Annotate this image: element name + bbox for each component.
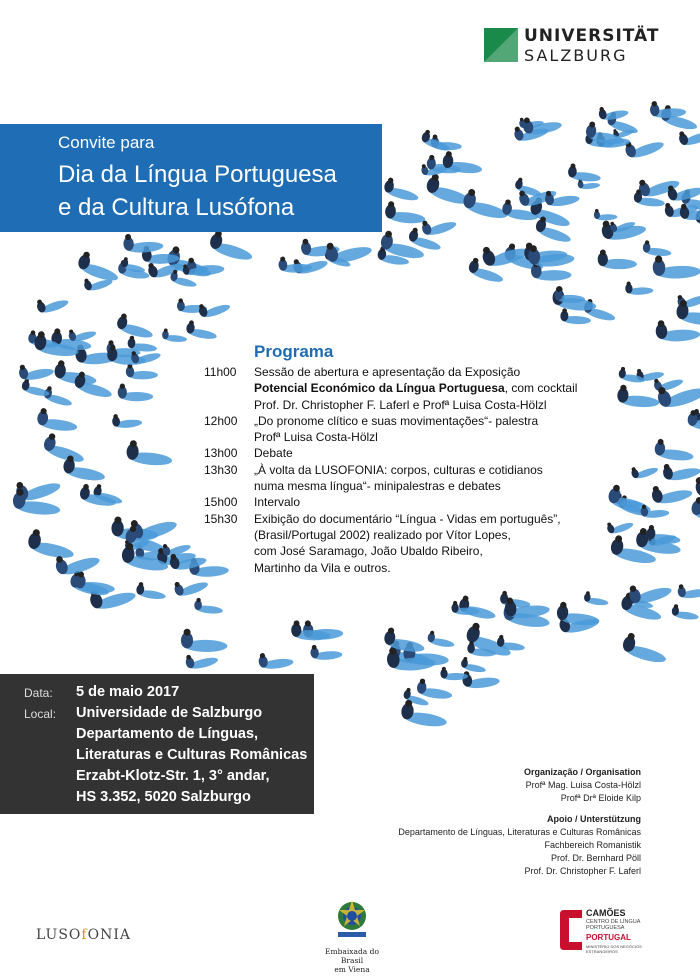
crowd-figure (504, 593, 551, 620)
crowd-figure (135, 582, 167, 601)
programa-time: 12h00 (204, 413, 238, 428)
title-box (0, 124, 382, 232)
crowd-figure (310, 643, 343, 661)
programa-item (204, 364, 584, 413)
programa-line: „À volta da LUSOFONIA: corpos, culturas e cotidianos (254, 462, 543, 477)
place-line: Literaturas e Culturas Românicas (76, 747, 308, 763)
place-line: HS 3.352, 5020 Salzburgo (76, 789, 251, 805)
crowd-figure (689, 496, 700, 527)
exhibition-title: Potencial Económico da Língua Portuguesa (254, 381, 505, 396)
crowd-figure (420, 212, 458, 238)
programa-line: Martinho da Vila e outros. (254, 560, 391, 575)
crowd-figure (640, 502, 669, 519)
organizer-name: Profª Mag. Luisa Costa-Hölzl (525, 780, 641, 790)
crowd-figure (521, 111, 562, 137)
title-line2: e da Cultura Lusófona (58, 194, 295, 221)
programa-line: numa mesma língua“- minipalestras e debates (254, 479, 501, 494)
crowd-figure (652, 254, 700, 280)
programa-list (204, 364, 584, 576)
crowd-figure (630, 460, 659, 481)
programa-time: 13h30 (204, 462, 238, 477)
programa-line: Sessão de abertura e apresentação da Exposição (254, 365, 521, 379)
crowd-figure (583, 591, 609, 607)
university-logo-mark-icon (484, 28, 518, 62)
crowd-figure (617, 384, 661, 408)
camoes-name: CAMÕES (586, 908, 626, 918)
crowd-figure (194, 598, 224, 615)
place-label: Local: (24, 707, 57, 721)
programa-item (204, 462, 584, 495)
programa-line: com José Saramago, João Ubaldo Ribeiro, (254, 544, 483, 559)
programa-line: (Brasil/Portugal 2002) realizado por Vítor Lopes, (254, 527, 511, 542)
crowd-figure (42, 385, 75, 407)
crowd-figure (17, 359, 54, 383)
crowd-figure (115, 312, 156, 340)
crowd-figure (416, 678, 454, 700)
camoes-ministry: MINISTÉRIO DOS NEGÓCIOS ESTRANGEIROS (586, 944, 642, 954)
crowd-figure (605, 515, 634, 536)
crowd-figure (35, 291, 70, 316)
crowd-figure (623, 131, 665, 162)
programa-time: 15h30 (204, 511, 238, 526)
programa-item (204, 511, 584, 576)
crowd-figure (36, 407, 79, 432)
crowd-figure (76, 250, 123, 284)
programa-item (204, 494, 584, 510)
lusofonia-logo (36, 927, 131, 943)
university-salzburg-logo (484, 26, 660, 66)
programa-time: 13h00 (204, 446, 238, 461)
crowd-figure (661, 457, 700, 483)
crowd-figure (382, 177, 421, 203)
crowd-figure (62, 455, 108, 483)
crowd-figure (41, 432, 88, 465)
date-value: 5 de maio 2017 (76, 684, 180, 700)
crowd-figure (544, 186, 580, 208)
embassy-line2: em Viena (334, 965, 370, 974)
crowd-figure (123, 231, 164, 254)
crowd-figure (383, 627, 427, 654)
event-info-box (0, 674, 314, 814)
programa-line: Exibição do documentário “Língua - Vidas em português”, (254, 511, 561, 526)
lusofonia-accent: f (81, 927, 88, 943)
crowd-figure (677, 581, 700, 600)
crowd-figure (384, 201, 426, 225)
crowd-figure (324, 234, 374, 267)
crowd-figure (258, 649, 294, 670)
programa-time: 11h00 (204, 365, 237, 379)
crowd-figure (460, 656, 487, 673)
place-line: Departamento de Línguas, (76, 726, 259, 742)
embassy-brazil-logo (324, 896, 380, 974)
university-name-line2: SALZBURG (524, 46, 628, 65)
place-line: Erzabt-Klotz-Str. 1, 3° andar, (76, 768, 270, 784)
brazil-coat-of-arms-icon (329, 896, 375, 942)
camoes-c-icon (560, 910, 582, 950)
crowd-figure (598, 249, 638, 269)
programa-line-mixed (254, 380, 577, 396)
crowd-figure (21, 378, 52, 398)
lusofonia-text: ONIA (87, 927, 131, 943)
title-subtitle: Convite para (58, 133, 155, 152)
organization-credits (398, 766, 641, 878)
page-title (58, 158, 337, 224)
programa-line: Debate (254, 446, 293, 461)
crowd-figure (207, 229, 256, 263)
university-name-line1: UNIVERSITÄT (524, 26, 660, 46)
crowd-figure (655, 374, 700, 412)
camoes-logo (560, 906, 650, 956)
programa-line: „Do pronome clítico e suas movimentações“- palestra (254, 413, 539, 428)
date-label: Data: (24, 686, 53, 700)
programa-item (204, 413, 584, 446)
lusofonia-text: LUSO (36, 927, 82, 943)
crowd-figure (181, 629, 228, 653)
programa-line: Prof. Dr. Christopher F. Laferl e Profª Luisa Costa-Hölzl (254, 397, 547, 412)
crowd-figure (594, 208, 618, 220)
camoes-country: PORTUGAL (586, 933, 631, 942)
crowd-figure (427, 630, 457, 648)
programa-line: Intervalo (254, 495, 301, 510)
support-line: Departamento de Línguas, Literaturas e Culturas Românicas (398, 827, 641, 837)
crowd-figure (620, 631, 670, 665)
crowd-figure (654, 438, 695, 462)
crowd-figure (126, 440, 174, 467)
crowd-figure (527, 242, 575, 269)
organization-heading: Organização / Organisation (523, 767, 641, 777)
support-line: Prof. Dr. Bernhard Pöll (550, 853, 641, 863)
crowd-figure (649, 99, 686, 119)
crowd-figure (26, 528, 77, 561)
crowd-figure (126, 363, 158, 379)
title-line1: Dia da Língua Portuguesa (58, 161, 337, 188)
crowd-figure (642, 240, 672, 257)
crowd-figure (162, 328, 188, 342)
crowd-figure (185, 320, 219, 341)
organizer-name: Profª Drª Eloide Kilp (560, 793, 641, 803)
crowd-figure (625, 280, 654, 295)
crowd-figure (112, 412, 143, 429)
crowd-figure (118, 384, 154, 402)
place-value (76, 703, 307, 808)
programa-line: , com cocktail (504, 381, 578, 396)
place-line: Universidade de Salzburgo (76, 705, 263, 721)
programa-line: Profª Luisa Costa-Hölzl (254, 430, 378, 445)
crowd-figure (650, 478, 693, 506)
embassy-line1: Embaixada do Brasil (325, 947, 379, 965)
support-line: Prof. Dr. Christopher F. Laferl (524, 866, 641, 876)
crowd-figure (420, 129, 454, 153)
crowd-figure (597, 102, 629, 122)
programa-item (204, 445, 584, 461)
camoes-subtitle: CENTRO DE LÍNGUA PORTUGUESA (586, 919, 641, 931)
support-line: Fachbereich Romanistik (544, 840, 641, 850)
crowd-figure (671, 604, 700, 621)
crowd-figure (197, 296, 231, 321)
support-heading: Apoio / Unterstützung (547, 814, 641, 824)
programa-heading: Programa (254, 342, 334, 361)
programa-time: 15h00 (204, 495, 238, 510)
crowd-figure (567, 163, 602, 183)
